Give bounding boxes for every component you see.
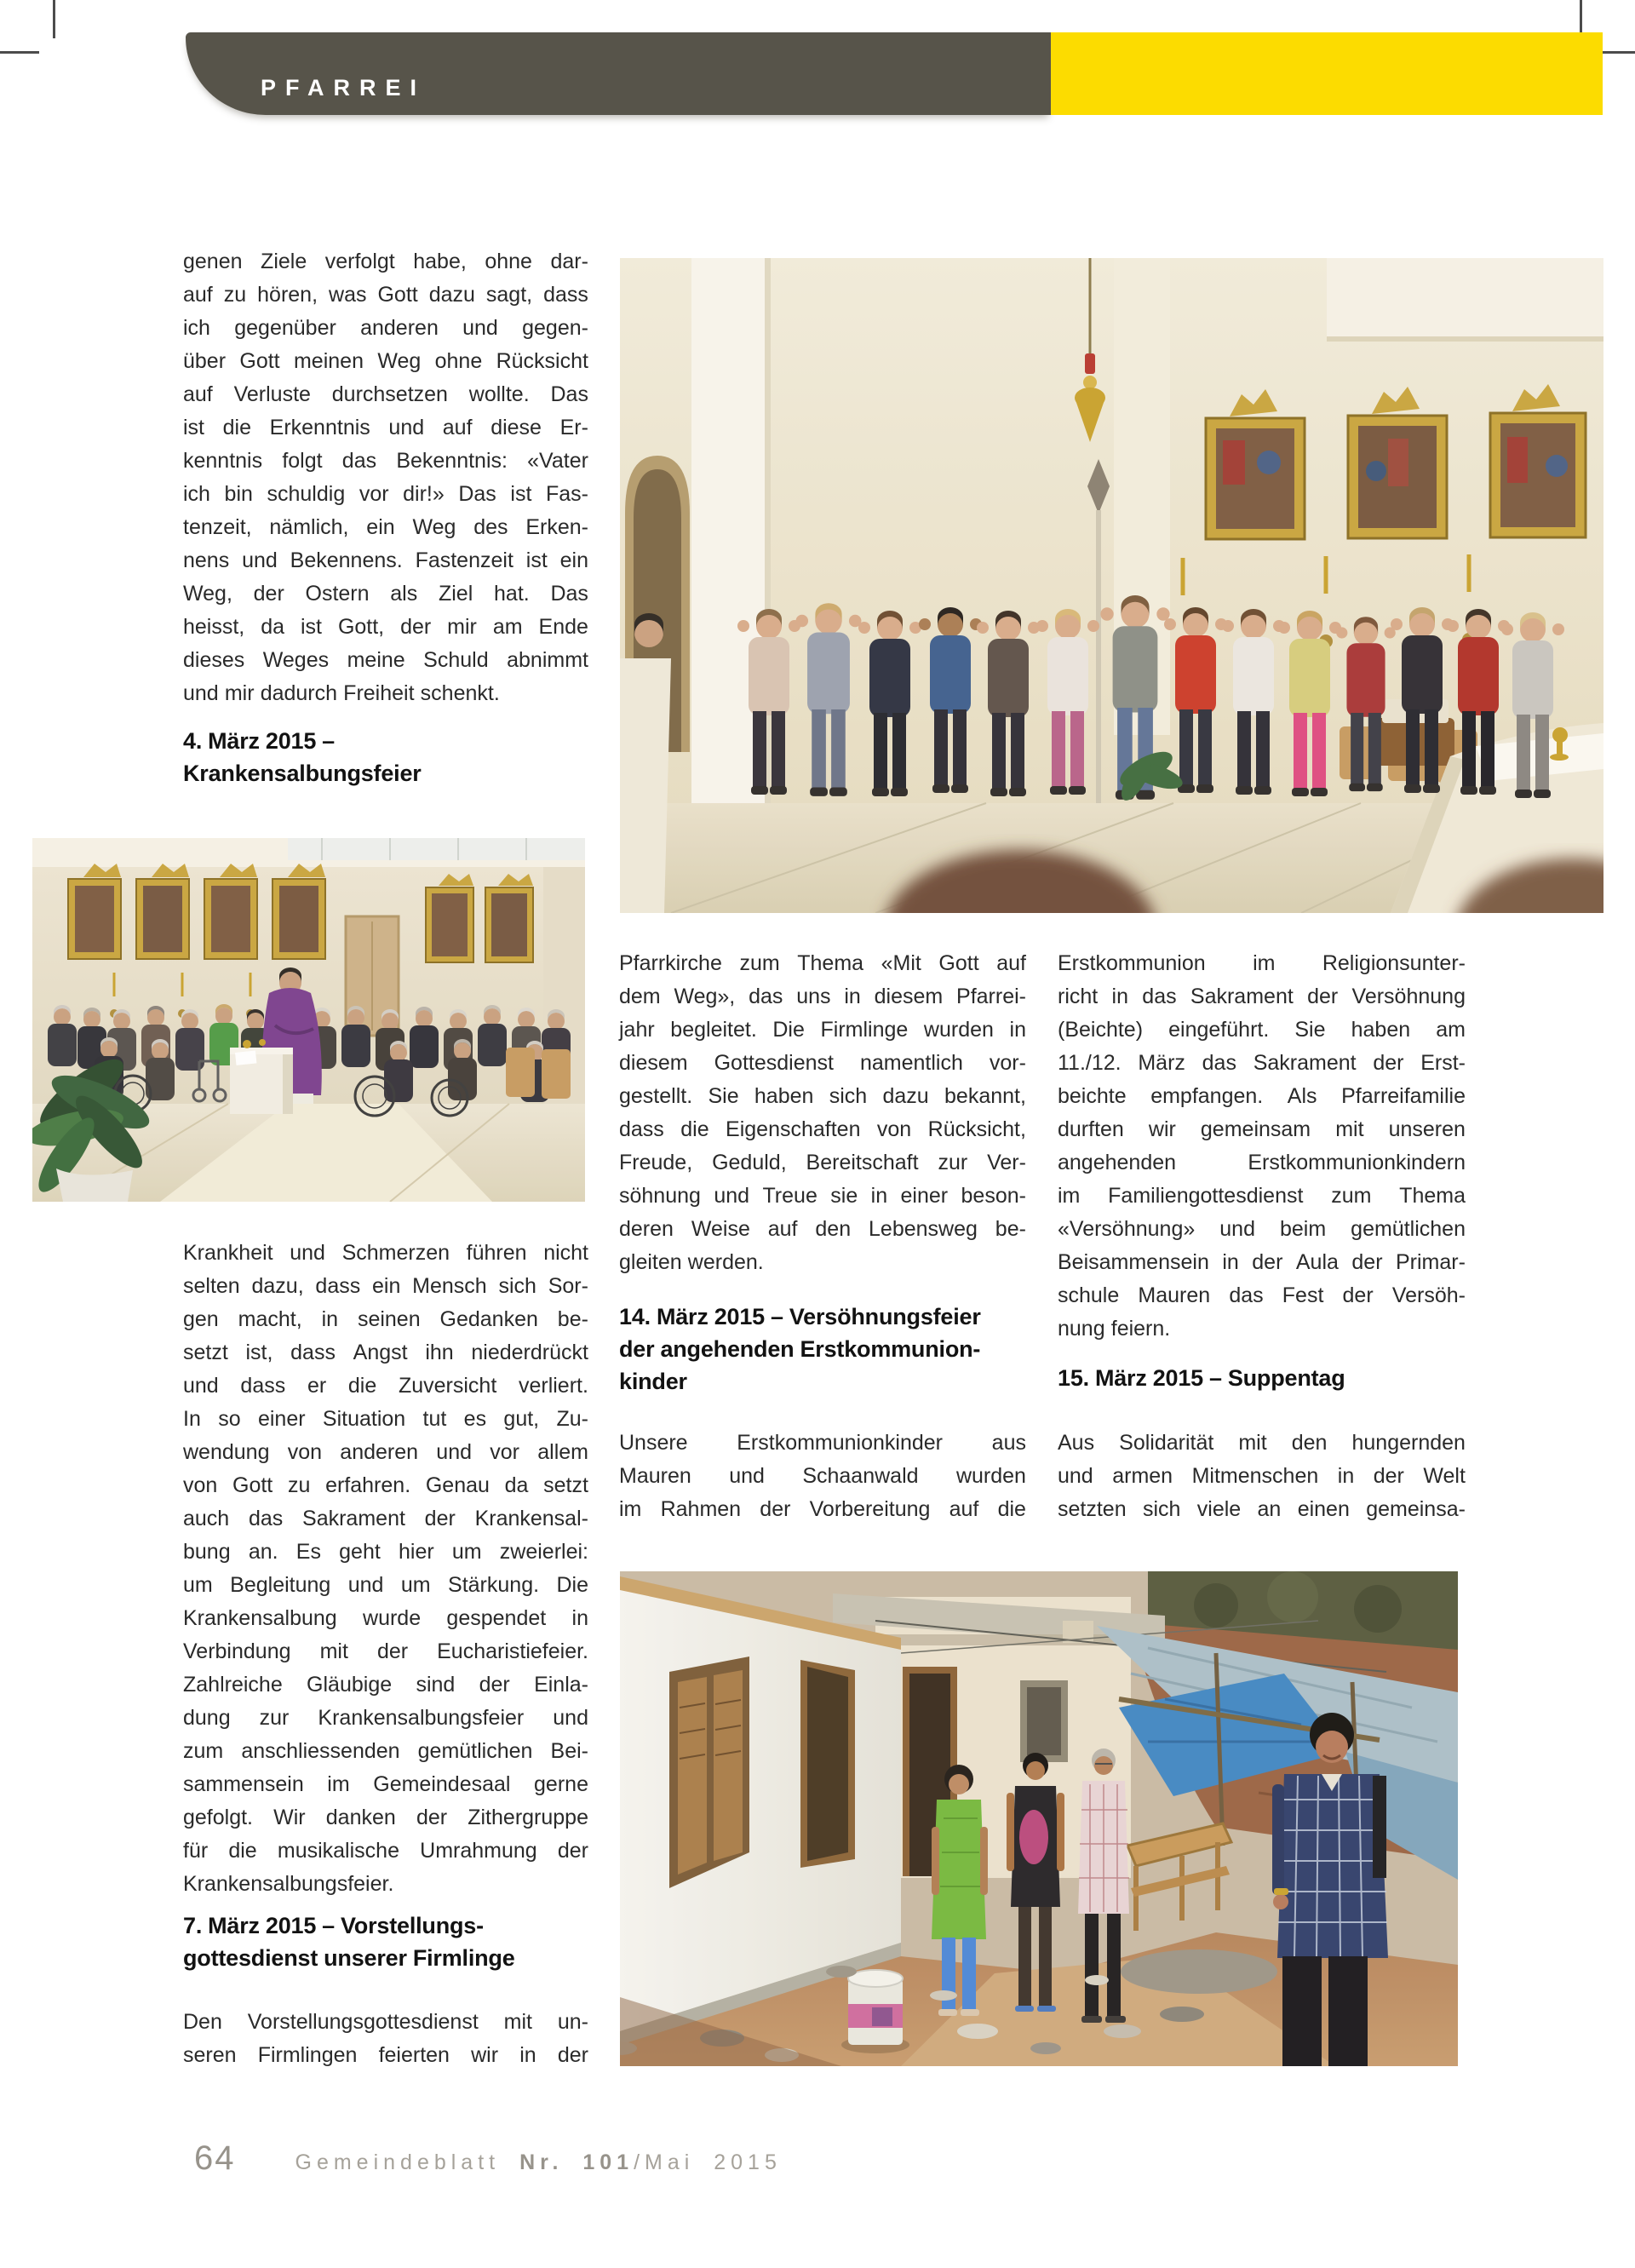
issue-date: /Mai 2015 bbox=[634, 2150, 782, 2174]
crop-mark-top-left-horizontal bbox=[0, 51, 39, 54]
heading-versoehnungsfeier: 14. März 2015 – Versöhnungsfeier der angehenden Erstkommunion- kinder bbox=[619, 1304, 981, 1394]
section-title: PFARREI bbox=[261, 75, 427, 100]
photo-children-presentation-service bbox=[620, 258, 1603, 913]
photo-suppentag-project-site bbox=[620, 1571, 1458, 2066]
crop-mark-top-left-vertical bbox=[53, 0, 55, 38]
photo-bottom-illustration bbox=[620, 1571, 1458, 2066]
photo-left-illustration bbox=[32, 838, 585, 1202]
paragraph-erstkommunion-continuation: Erstkommunion im Religionsunter- richt in das Sakrament der Versöhnung (Beichte) eingeführt. Sie haben am 11./12. März das Sakrament der Erst- beichte empfangen. Als Pfarreifamilie durften wir gemeinsam mit unseren angehenden Erstkommunionkindern im Familiengottesdienst zum Thema «Versöhnung» und beim gemütlichen Beisammensein in der Aula der Primar- schule Mauren das Fest der Versöh- nung feiern. bbox=[1058, 951, 1466, 1341]
paragraph-fastenzeit: genen Ziele verfolgt habe, ohne dar- auf zu hören, was Gott dazu sagt, dass ich gegenüber anderen und gegen- über Gott meinen Weg ohne Rücksicht auf Verluste durchsetzen wollte. Das ist die Erkenntnis und auf diese Er- kenntnis folgt das Bekenntnis: «Vater ich bin schuldig vor dir!» Das ist Fas- tenzeit, nämlich, ein Weg des Erken- nens und Bekennens. Fastenzeit ist ein Weg, der Ostern als Ziel hat. Das heisst, da ist Gott, der mir am Ende dieses Weges meine Schuld abnimmt und mir dadurch Freiheit schenkt. bbox=[183, 250, 588, 705]
photo-top-illustration bbox=[620, 258, 1603, 913]
issue-number: Nr. 101 bbox=[519, 2150, 634, 2174]
page-number: 64 bbox=[194, 2139, 236, 2177]
magazine-issue-line bbox=[295, 2150, 782, 2175]
paragraph-krankensalbung: Krankheit und Schmerzen führen nicht selten dazu, dass ein Mensch sich Sor- gen macht, in seinen Gedanken be- setzt ist, dass Angst ihn niederdrückt und dass er die Zuversicht verliert. In so einer Situation tut es gut, Zu- wendung von anderen und vor allem von Gott zu erfahren. Genau da setzt auch das Sakrament der Krankensal- bung an. Es geht hier um zweierlei: um Begleitung und um Stärkung. Die Krankensalbung wurde gespendet in Verbindung mit der Eucharistiefeier. Zahlreiche Gläubige sind der Einla- dung zur Krankensalbungsfeier und zum anschliessenden gemütlichen Bei- sammensein im Gemeindesaal gerne gefolgt. Wir danken der Zithergruppe für die musikalische Umrahmung der Krankensalbungsfeier. bbox=[183, 1241, 588, 1896]
header-accent-bar bbox=[1051, 32, 1603, 115]
paragraph-suppentag-start: Aus Solidarität mit den hungernden und armen Mitmenschen in der Welt setzten sich viele an einen gemeinsa- bbox=[1058, 1431, 1466, 1521]
heading-suppentag: 15. März 2015 – Suppentag bbox=[1058, 1365, 1345, 1391]
paragraph-versoehnung-start: Unsere Erstkommunionkinder aus Mauren und Schaanwald wurden im Rahmen der Vorbereitung auf die bbox=[619, 1431, 1026, 1521]
section-header-band bbox=[186, 32, 1051, 115]
heading-krankensalbungsfeier: 4. März 2015 – Krankensalbungsfeier bbox=[183, 728, 422, 786]
magazine-name: Gemeindeblatt bbox=[295, 2150, 501, 2174]
photo-anointing-of-the-sick bbox=[32, 838, 585, 1202]
paragraph-firmlinge-continuation: Pfarrkirche zum Thema «Mit Gott auf dem Weg», das uns in diesem Pfarrei- jahr begleitet. Die Firmlinge wurden in diesem Gottesdienst namentlich vor- gestellt. Sie haben sich dazu bekannt, dass die Eigenschaften von Rücksicht, Freude, Geduld, Bereitschaft zur Ver- söhnung und Treue sie in einer beson- deren Weise auf den Lebensweg be- gleiten werden. bbox=[619, 951, 1026, 1274]
heading-vorstellungsgottesdienst: 7. März 2015 – Vorstellungs- gottesdienst unserer Firmlinge bbox=[183, 1913, 515, 1971]
page-footer bbox=[194, 2139, 782, 2178]
paragraph-vorstellung-start: Den Vorstellungsgottesdienst mit un- seren Firmlingen feierten wir in der bbox=[183, 2010, 588, 2067]
